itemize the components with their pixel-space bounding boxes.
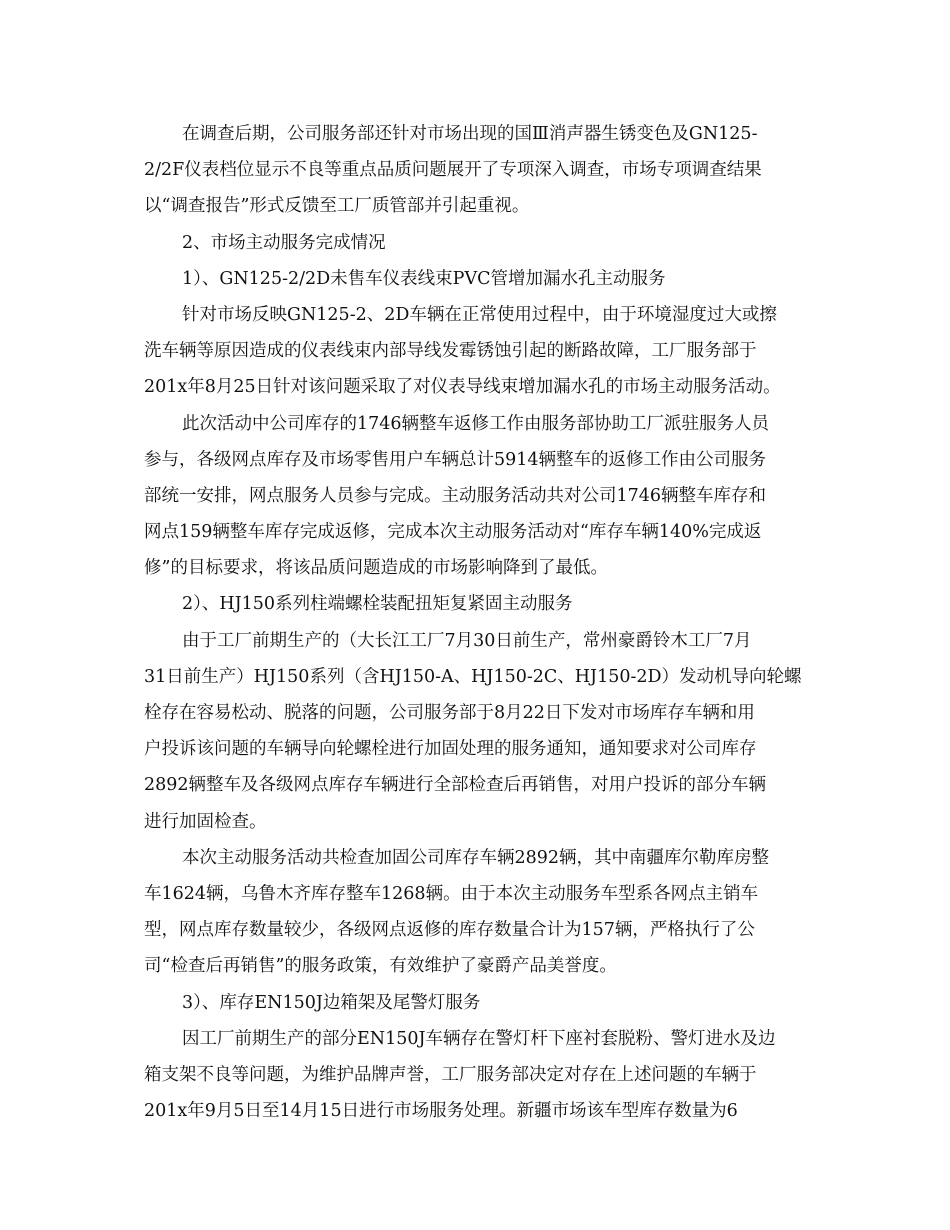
paragraph-line: 箱支架不良等问题，为维护品牌声誉，工厂服务部决定对存在上述问题的车辆于 [144,1064,757,1085]
document-body [144,116,824,1129]
paragraph-line: 参与，各级网点库存及市场零售用户车辆总计5914辆整车的返修工作由公司服务 [144,449,767,470]
paragraph-line: 型，网点库存数量较少，各级网点返修的库存数量合计为157辆，严格执行了公 [144,920,755,941]
paragraph-line: 在调查后期，公司服务部还针对市场出现的国Ⅲ消声器生锈变色及GN125- [182,124,758,144]
paragraph-line: 201x年8月25日针对该问题采取了对仪表导线束增加漏水孔的市场主动服务活动。 [144,377,781,398]
paragraph-line: 司“检查后再销售”的服务政策，有效维护了豪爵产品美誉度。 [144,956,617,977]
paragraph-line: 1）、GN125-2/2D未售车仪表线束PVC管增加漏水孔主动服务 [182,268,666,289]
paragraph-line: 因工厂前期生产的部分EN150J车辆存在警灯杆下座衬套脱粉、警灯进水及边 [182,1028,776,1049]
paragraph-line: 车1624辆，乌鲁木齐库存整车1268辆。由于本次主动服务车型系各网点主销车 [144,883,759,904]
paragraph-line: 部统一安排，网点服务人员参与完成。主动服务活动共对公司1746辆整车库存和 [144,485,767,506]
paragraph-line: 3）、库存EN150J边箱架及尾警灯服务 [182,992,481,1013]
paragraph-line: 修”的目标要求，将该品质问题造成的市场影响降到了最低。 [144,558,608,579]
paragraph-line: 2）、HJ150系列柱端螺栓装配扭矩复紧固主动服务 [182,594,573,615]
paragraph-line: 201x年9月5日至14月15日进行市场服务处理。新疆市场该车型库存数量为6 [144,1101,738,1122]
paragraph-line: 栓存在容易松动、脱落的问题，公司服务部于8月22日下发对市场库存车辆和用 [144,703,755,723]
paragraph-line: 网点159辆整车库存完成返修，完成本次主动服务活动对“库存车辆140%完成返 [144,522,762,543]
paragraph-line: 31日前生产）HJ150系列（含HJ150-A、HJ150-2C、HJ150-2D）发动机导向轮螺 [144,666,802,687]
paragraph-line: 此次活动中公司库存的1746辆整车返修工作由服务部协助工厂派驻服务人员 [182,413,770,434]
paragraph-line: 以“调查报告”形式反馈至工厂质管部并引起重视。 [144,196,530,217]
paragraph-line: 户投诉该问题的车辆导向轮螺栓进行加固处理的服务通知，通知要求对公司库存 [144,739,757,760]
paragraph-line: 本次主动服务活动共检查加固公司库存车辆2892辆，其中南疆库尔勒库房整 [182,847,770,868]
paragraph-line: 2892辆整车及各级网点库存车辆进行全部检查后再销售，对用户投诉的部分车辆 [144,775,767,796]
paragraph-line: 由于工厂前期生产的（大长江工厂7月30日前生产，常州豪爵铃木工厂7月 [182,630,752,651]
paragraph-line: 洗车辆等原因造成的仪表线束内部导线发霉锈蚀引起的断路故障，工厂服务部于 [144,341,757,362]
paragraph-line: 2/2F仪表档位显示不良等重点品质问题展开了专项深入调查，市场专项调查结果 [144,160,762,181]
paragraph-line: 进行加固检查。 [144,811,267,832]
paragraph-line: 2、市场主动服务完成情况 [182,232,386,253]
paragraph-line: 针对市场反映GN125-2、2D车辆在正常使用过程中，由于环境湿度过大或擦 [182,304,777,325]
